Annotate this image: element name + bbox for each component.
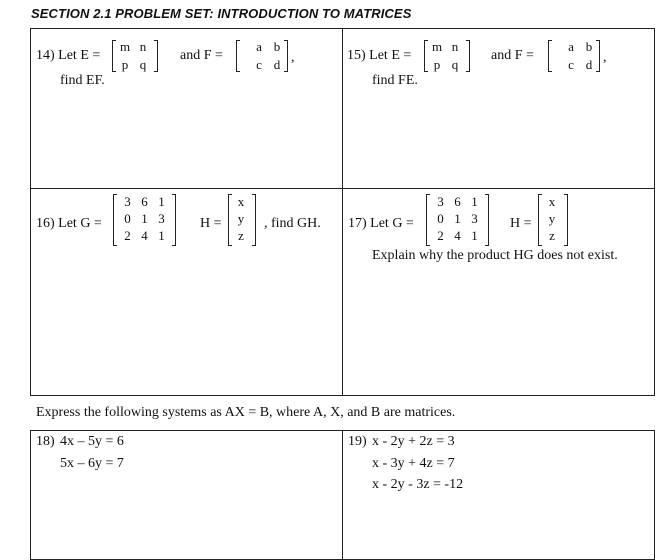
p14-f-cell: a	[256, 39, 262, 54]
p19-equation-2: x - 3y + 4z = 7	[372, 456, 455, 471]
p14-e-bracket-right	[154, 40, 158, 72]
p16-lead: 16) Let G =	[36, 216, 102, 231]
p16-g-bracket-right	[172, 194, 176, 246]
p15-e-cell: m	[431, 39, 443, 54]
p16-h-cell: x	[237, 194, 245, 209]
p16-g-cell: 6	[141, 194, 148, 209]
p17-h-cell: z	[549, 228, 555, 243]
p15-matrix-f	[562, 39, 598, 73]
p16-g-cell: 1	[158, 194, 165, 209]
p14-e-cell: p	[121, 57, 129, 72]
p17-h-bracket-right	[564, 194, 568, 246]
p15-f-bracket-right	[596, 40, 600, 72]
p15-matrix-e	[428, 39, 464, 73]
p14-f-bracket-right	[284, 40, 288, 72]
p14-e-cell: n	[139, 39, 147, 54]
p17-task: Explain why the product HG does not exist.	[372, 248, 618, 263]
systems-instruction: Express the following systems as AX = B, where A, X, and B are matrices.	[36, 405, 456, 420]
p15-comma: ,	[603, 50, 607, 65]
grid-divider-vertical	[342, 29, 343, 395]
p16-g-cell: 2	[124, 228, 131, 243]
p16-h-bracket-right	[252, 194, 256, 246]
p19-equation-3: x - 2y - 3z = -12	[372, 477, 464, 492]
p16-matrix-g	[119, 194, 170, 244]
p17-h-cell: x	[548, 194, 556, 209]
p15-f-bracket-left	[548, 40, 552, 72]
p16-g-cell: 1	[158, 228, 165, 243]
p15-and-f: and F =	[491, 48, 534, 63]
p18-equation-2: 5x – 6y = 7	[60, 456, 124, 471]
p17-g-cell: 0	[437, 211, 444, 226]
p17-matrix-g	[432, 194, 483, 244]
p15-e-cell: q	[451, 57, 459, 72]
section-title: SECTION 2.1 PROBLEM SET: INTRODUCTION TO MATRICES	[31, 6, 412, 21]
p18-equation-1: 4x – 5y = 6	[60, 434, 124, 449]
p16-task: , find GH.	[264, 216, 321, 231]
p14-e-cell: m	[119, 39, 131, 54]
p17-g-cell: 1	[454, 211, 461, 226]
p14-lead: 14) Let E =	[36, 48, 101, 63]
p14-task: find EF.	[60, 73, 105, 88]
p19-equation-1: x - 2y + 2z = 3	[372, 434, 455, 449]
p14-f-bracket-left	[236, 40, 240, 72]
p16-h-eq: H =	[200, 216, 222, 231]
p16-g-cell: 4	[141, 228, 148, 243]
p16-g-cell: 3	[124, 194, 131, 209]
grid-divider-horizontal	[31, 188, 654, 189]
p17-lead: 17) Let G =	[348, 216, 414, 231]
p14-comma: ,	[291, 50, 295, 65]
p16-h-cell: y	[237, 211, 245, 226]
p17-g-cell: 3	[437, 194, 444, 209]
p16-h-cell: z	[238, 228, 244, 243]
p15-f-cell: b	[585, 39, 593, 54]
p19-number: 19)	[348, 434, 367, 449]
grid-divider-vertical	[342, 431, 343, 559]
p14-matrix-e	[116, 39, 152, 73]
p14-f-cell: b	[273, 39, 281, 54]
p15-e-bracket-right	[466, 40, 470, 72]
p17-g-cell: 2	[437, 228, 444, 243]
p16-matrix-h	[232, 194, 250, 244]
p17-g-cell: 3	[471, 211, 478, 226]
p16-g-cell: 1	[141, 211, 148, 226]
p17-g-cell: 1	[471, 228, 478, 243]
p17-h-cell: y	[548, 211, 556, 226]
p14-e-cell: q	[139, 57, 147, 72]
p15-e-cell: p	[433, 57, 441, 72]
p15-lead: 15) Let E =	[347, 48, 412, 63]
p16-g-cell: 0	[124, 211, 131, 226]
p18-number: 18)	[36, 434, 55, 449]
p17-g-bracket-left	[426, 194, 430, 246]
p14-matrix-f	[250, 39, 286, 73]
p15-f-cell: c	[568, 57, 574, 72]
p15-e-cell: n	[451, 39, 459, 54]
p17-g-bracket-right	[485, 194, 489, 246]
p14-f-cell: c	[256, 57, 262, 72]
p17-g-cell: 4	[454, 228, 461, 243]
p17-g-cell: 6	[454, 194, 461, 209]
p14-f-cell: d	[273, 57, 281, 72]
p17-matrix-h	[542, 194, 562, 244]
p16-g-cell: 3	[158, 211, 165, 226]
p15-f-cell: d	[585, 57, 593, 72]
p15-task: find FE.	[372, 73, 418, 88]
p16-g-bracket-left	[113, 194, 117, 246]
p17-h-eq: H =	[510, 216, 532, 231]
p14-and-f: and F =	[180, 48, 223, 63]
p15-f-cell: a	[568, 39, 574, 54]
p17-g-cell: 1	[471, 194, 478, 209]
